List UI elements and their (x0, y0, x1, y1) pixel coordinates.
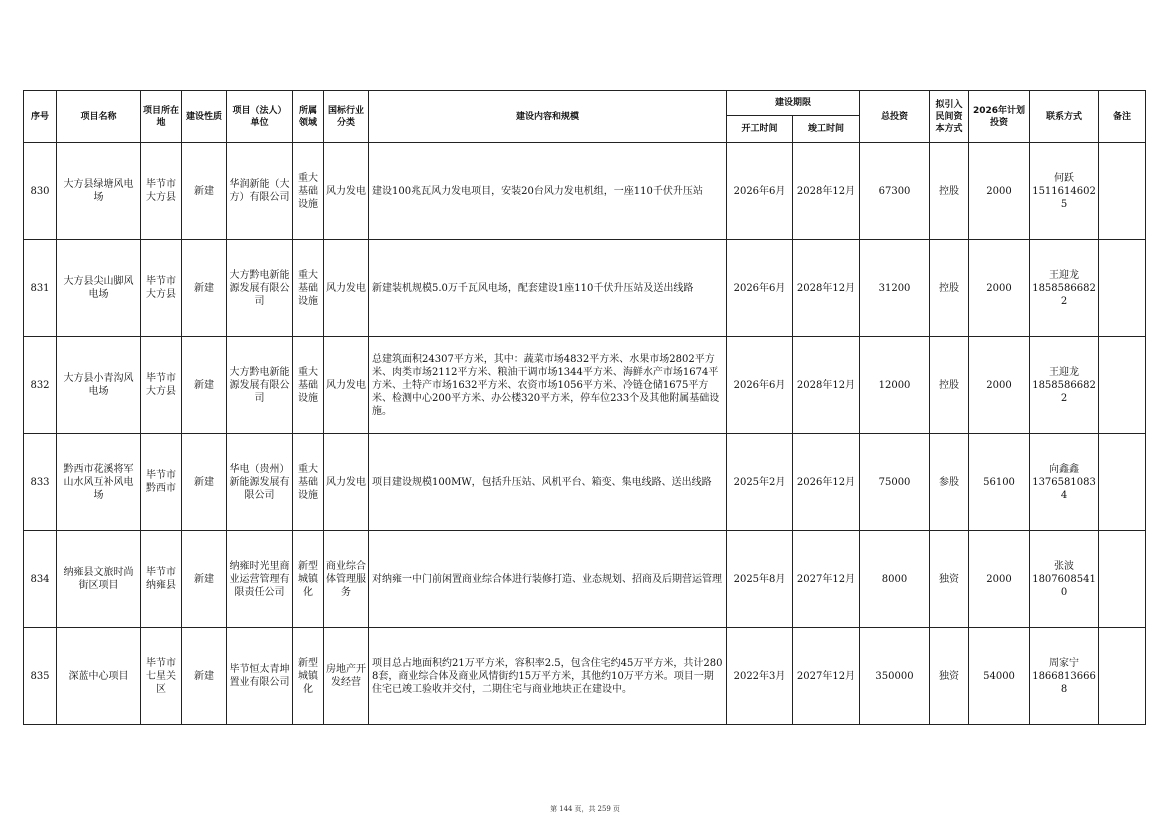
cell-contact (1030, 531, 1099, 628)
page-footer (0, 804, 1170, 814)
footer-page-total: 259 (597, 805, 611, 813)
cell-content: 新建装机规模5.0万千瓦风电场，配套建设1座110千伏升压站及送出线路 (369, 240, 727, 337)
cell-total: 12000 (860, 337, 930, 434)
cell-name: 深蓝中心项目 (57, 628, 141, 725)
table-row (24, 628, 1146, 725)
header-contact: 联系方式 (1030, 91, 1099, 143)
cell-start: 2025年8月 (727, 531, 793, 628)
cell-contact (1030, 434, 1099, 531)
cell-industry: 风力发电 (324, 240, 369, 337)
cell-plan: 2000 (969, 143, 1030, 240)
contact-phone: 18585866822 (1032, 282, 1096, 307)
cell-unit: 华电（贵州）新能源发展有限公司 (227, 434, 293, 531)
contact-name: 何跃 (1054, 172, 1075, 184)
cell-start: 2026年6月 (727, 337, 793, 434)
cell-note (1099, 531, 1146, 628)
cell-total: 8000 (860, 531, 930, 628)
cell-location: 毕节市大方县 (141, 337, 182, 434)
contact-phone: 18668136668 (1032, 670, 1096, 695)
cell-seq: 831 (24, 240, 57, 337)
contact-name: 张波 (1054, 560, 1075, 572)
cell-content: 项目建设规模100MW，包括升压站、风机平台、箱变、集电线路、送出线路 (369, 434, 727, 531)
cell-end: 2028年12月 (793, 337, 860, 434)
contact-name: 王迎龙 (1049, 366, 1080, 378)
cell-industry: 风力发电 (324, 434, 369, 531)
cell-plan: 54000 (969, 628, 1030, 725)
cell-location: 毕节市七星关区 (141, 628, 182, 725)
cell-unit: 大方黔电新能源发展有限公司 (227, 337, 293, 434)
contact-name: 周家宁 (1049, 657, 1080, 669)
cell-name: 大方县尖山脚风电场 (57, 240, 141, 337)
header-total: 总投资 (860, 91, 930, 143)
cell-content: 对纳雍一中门前闲置商业综合体进行装修打造、业态规划、招商及后期营运管理 (369, 531, 727, 628)
cell-plan: 2000 (969, 240, 1030, 337)
cell-unit: 毕节恒太青坤置业有限公司 (227, 628, 293, 725)
header-content: 建设内容和规模 (369, 91, 727, 143)
cell-seq: 835 (24, 628, 57, 725)
header-industry: 国标行业分类 (324, 91, 369, 143)
footer-mid: 页，共 (574, 805, 596, 813)
cell-note (1099, 337, 1146, 434)
cell-start: 2026年6月 (727, 143, 793, 240)
cell-field: 重大基础设施 (293, 143, 324, 240)
cell-end: 2028年12月 (793, 143, 860, 240)
contact-phone: 18585866822 (1032, 379, 1096, 404)
header-method: 拟引入民间资本方式 (930, 91, 969, 143)
table-row (24, 337, 1146, 434)
project-table (23, 90, 1146, 725)
cell-plan: 2000 (969, 337, 1030, 434)
cell-industry: 风力发电 (324, 143, 369, 240)
cell-method: 参股 (930, 434, 969, 531)
table-row (24, 531, 1146, 628)
header-note: 备注 (1099, 91, 1146, 143)
cell-contact (1030, 240, 1099, 337)
cell-plan: 2000 (969, 531, 1030, 628)
table-row (24, 240, 1146, 337)
cell-contact (1030, 143, 1099, 240)
cell-note (1099, 143, 1146, 240)
header-name: 项目名称 (57, 91, 141, 143)
cell-contact (1030, 337, 1099, 434)
header-seq: 序号 (24, 91, 57, 143)
contact-phone: 13765810834 (1032, 476, 1096, 501)
cell-content: 项目总占地面积约21万平方米，容积率2.5，包含住宅约45万平方米，共计2808套，商业综合体及商业风情街约15万平方米，其他约10万平方米。项目一期住宅已竣工验收并交付，二期住宅与商业地块正在建设中。 (369, 628, 727, 725)
cell-start: 2026年6月 (727, 240, 793, 337)
header-period: 建设期限 (727, 91, 860, 116)
cell-location: 毕节市大方县 (141, 143, 182, 240)
footer-prefix: 第 (550, 805, 558, 813)
cell-end: 2028年12月 (793, 240, 860, 337)
header-plan: 2026年计划投资 (969, 91, 1030, 143)
cell-content: 总建筑面积24307平方米，其中：蔬菜市场4832平方米、水果市场2802平方米、肉类市场2112平方米、粮油干调市场1344平方米、海鲜水产市场1674平方米、土特产市场1632平方米、农资市场1056平方米、冷链仓储1675平方米、检测中心200平方米、办公楼320平方米，停车位233个及其他附属基础设施。 (369, 337, 727, 434)
cell-unit: 纳雍时光里商业运营管理有限责任公司 (227, 531, 293, 628)
footer-suffix: 页 (612, 805, 620, 813)
cell-total: 67300 (860, 143, 930, 240)
header-field: 所属领域 (293, 91, 324, 143)
header-location: 项目所在地 (141, 91, 182, 143)
cell-method: 控股 (930, 143, 969, 240)
cell-note (1099, 628, 1146, 725)
cell-unit: 大方黔电新能源发展有限公司 (227, 240, 293, 337)
cell-method: 控股 (930, 337, 969, 434)
header-end: 竣工时间 (793, 116, 860, 143)
cell-total: 350000 (860, 628, 930, 725)
cell-field: 重大基础设施 (293, 434, 324, 531)
cell-name: 纳雍县文旅时尚街区项目 (57, 531, 141, 628)
cell-industry: 商业综合体管理服务 (324, 531, 369, 628)
cell-field: 重大基础设施 (293, 337, 324, 434)
header-nature: 建设性质 (182, 91, 227, 143)
cell-end: 2027年12月 (793, 628, 860, 725)
cell-industry: 风力发电 (324, 337, 369, 434)
cell-field: 重大基础设施 (293, 240, 324, 337)
cell-start: 2022年3月 (727, 628, 793, 725)
cell-location: 毕节市大方县 (141, 240, 182, 337)
footer-page-current: 144 (559, 805, 573, 813)
table-body (24, 143, 1146, 725)
cell-industry: 房地产开发经营 (324, 628, 369, 725)
cell-name: 大方县绿塘风电场 (57, 143, 141, 240)
cell-total: 31200 (860, 240, 930, 337)
cell-end: 2026年12月 (793, 434, 860, 531)
cell-nature: 新建 (182, 337, 227, 434)
cell-name: 黔西市花溪将军山水风互补风电场 (57, 434, 141, 531)
cell-total: 75000 (860, 434, 930, 531)
table-row (24, 434, 1146, 531)
contact-phone: 15116146025 (1032, 185, 1096, 210)
contact-phone: 18076085410 (1032, 573, 1096, 598)
cell-method: 独资 (930, 531, 969, 628)
cell-location: 毕节市纳雍县 (141, 531, 182, 628)
cell-end: 2027年12月 (793, 531, 860, 628)
cell-start: 2025年2月 (727, 434, 793, 531)
cell-location: 毕节市黔西市 (141, 434, 182, 531)
cell-plan: 56100 (969, 434, 1030, 531)
table-row (24, 143, 1146, 240)
cell-nature: 新建 (182, 143, 227, 240)
cell-method: 控股 (930, 240, 969, 337)
cell-nature: 新建 (182, 434, 227, 531)
cell-seq: 833 (24, 434, 57, 531)
cell-content: 建设100兆瓦风力发电项目，安装20台风力发电机组，一座110千伏升压站 (369, 143, 727, 240)
header-unit: 项目（法人）单位 (227, 91, 293, 143)
cell-method: 独资 (930, 628, 969, 725)
cell-nature: 新建 (182, 531, 227, 628)
cell-field: 新型城镇化 (293, 628, 324, 725)
cell-nature: 新建 (182, 628, 227, 725)
contact-name: 向鑫鑫 (1049, 463, 1080, 475)
cell-nature: 新建 (182, 240, 227, 337)
cell-seq: 832 (24, 337, 57, 434)
cell-contact (1030, 628, 1099, 725)
cell-note (1099, 434, 1146, 531)
cell-name: 大方县小青沟风电场 (57, 337, 141, 434)
cell-seq: 830 (24, 143, 57, 240)
header-start: 开工时间 (727, 116, 793, 143)
cell-seq: 834 (24, 531, 57, 628)
cell-field: 新型城镇化 (293, 531, 324, 628)
contact-name: 王迎龙 (1049, 269, 1080, 281)
cell-note (1099, 240, 1146, 337)
cell-unit: 华润新能（大方）有限公司 (227, 143, 293, 240)
